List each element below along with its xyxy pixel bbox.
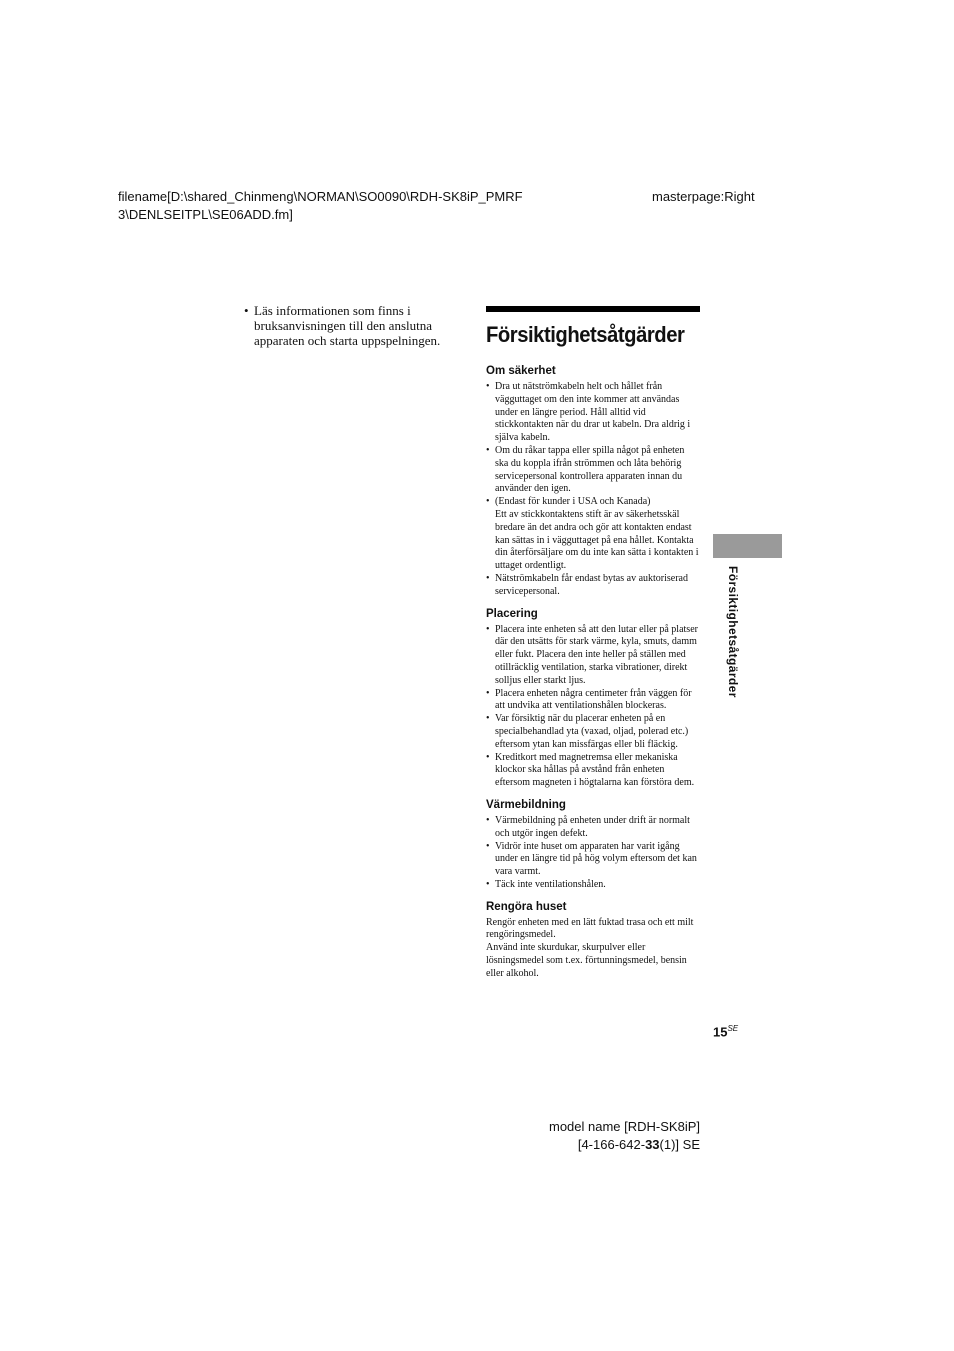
bullet-glyph: • (486, 751, 490, 763)
bullet-glyph: • (486, 623, 490, 635)
footer-code (549, 1136, 700, 1154)
footer-code-prefix: [4-166-642- (577, 1137, 646, 1152)
heat-list (486, 815, 700, 892)
side-tab-label: Försiktighetsåtgärder (726, 566, 740, 698)
footer-model-name: model name [RDH-SK8iP] (549, 1119, 700, 1134)
bullet-glyph: • (244, 303, 249, 318)
bullet-glyph: • (486, 381, 490, 392)
section-heading-safety: Om säkerhet (486, 365, 556, 377)
header-filename (118, 188, 558, 224)
page-number (713, 1024, 738, 1039)
bullet-glyph: • (486, 840, 490, 852)
left-bullet-text: Läs informationen som finns i bruksanvisningen till den anslutna apparaten och starta uppspelningen. (254, 303, 441, 348)
footer-code-bold: 33 (645, 1137, 660, 1152)
bullet-glyph: • (486, 444, 490, 456)
left-bullet-item (244, 303, 454, 348)
list-item-text: Om du råkar tappa eller spilla något på enheten ska du koppla ifrån strömmen och låta behörig servicepersonal kontrollera apparaten innan du använder den igen. (495, 444, 685, 495)
section-tab-marker (713, 534, 782, 558)
header-masterpage: masterpage:Right (652, 189, 755, 204)
section-heading-cleaning: Rengöra huset (486, 900, 567, 913)
section-heading-placement: Placering (486, 607, 538, 620)
list-item-text: Placera inte enheten så att den lutar eller på platser där den utsätts för stark värme, kyla, smuts, damm eller fukt. Placera den inte heller på ställen med otillräcklig ventilation, starka vibrationer, direkt solljus eller starkt ljus. (495, 623, 698, 686)
list-item-text: Täck inte ventilationshålen. (495, 878, 606, 890)
list-item (486, 624, 700, 688)
header-filename-line2: 3\DENLSEITPL\SE06ADD.fm] (118, 207, 293, 222)
list-item-text: Placera enheten några centimeter från väggen för att undvika att ventilationshålen blockeras. (495, 687, 692, 712)
page-number-suffix: SE (727, 1024, 739, 1033)
bullet-glyph: • (486, 814, 490, 826)
list-item (486, 879, 700, 892)
main-column (486, 306, 700, 981)
list-item-text: Vidrör inte huset om apparaten har varit igång under en längre tid på hög volym eftersom det kan vara varmt. (495, 840, 697, 878)
bullet-glyph: • (486, 496, 490, 508)
list-item-text: Värmebildning på enheten under drift är normalt och utgör ingen defekt. (495, 814, 690, 839)
cleaning-paragraph: Rengör enheten med en lätt fuktad trasa och ett milt rengöringsmedel. (486, 916, 694, 941)
list-item-text: Var försiktig när du placerar enheten på en specialbehandlad yta (vaxad, oljad, polerad etc.) eftersom ytan kan missfärgas eller bli fläckig. (495, 713, 689, 750)
bullet-glyph: • (486, 572, 490, 584)
list-item (486, 381, 700, 445)
placement-list (486, 624, 700, 790)
page-number-value: 15 (713, 1024, 728, 1040)
list-item (486, 688, 700, 714)
list-item (486, 752, 700, 790)
list-item (486, 496, 700, 573)
list-item (486, 445, 700, 496)
list-item (486, 815, 700, 841)
list-item-continuation: Ett av stickkontaktens stift är av säkerhetsskäl bredare än det andra och gör att kontakten endast kan sättas in i vägguttaget på ena hållet. Kontakta din återförsäljare om du inte kan sätta i kontakten i uttaget ordentligt. (495, 508, 699, 572)
left-column (244, 303, 454, 348)
list-item-text: Nätströmkabeln får endast bytas av auktoriserad servicepersonal. (495, 572, 688, 597)
list-item-text: Dra ut nätströmkabeln helt och hållet från vägguttaget om den inte kommer att användas under en längre period. Håll alltid vid stickkontakten när du drar ut kabeln. Dra aldrig i själva kabeln. (495, 381, 691, 444)
list-item-text: Kreditkort med magnetremsa eller mekaniska klockor ska hållas på avstånd från enheten eftersom magneten i högtalarna kan förstöra dem. (495, 751, 695, 789)
bullet-glyph: • (486, 687, 490, 699)
list-item (486, 573, 700, 599)
page-title: Försiktighetsåtgärder (486, 322, 685, 347)
list-item (486, 841, 700, 879)
footer-code-suffix: (1)] SE (659, 1137, 700, 1152)
cleaning-paragraph: Använd inte skurdukar, skurpulver eller lösningsmedel som t.ex. förtunningsmedel, bensin eller alkohol. (486, 942, 687, 979)
footer-model-info (549, 1118, 700, 1154)
header-filename-line1: filename[D:\shared_Chinmeng\NORMAN\SO0090\RDH-SK8iP_PMRF (118, 189, 523, 204)
list-item-text: (Endast för kunder i USA och Kanada) (495, 496, 651, 508)
bullet-glyph: • (486, 713, 490, 725)
safety-list (486, 381, 700, 599)
section-heading-heat: Värmebildning (486, 798, 566, 811)
list-item (486, 713, 700, 751)
bullet-glyph: • (486, 878, 490, 890)
title-rule (486, 306, 700, 312)
